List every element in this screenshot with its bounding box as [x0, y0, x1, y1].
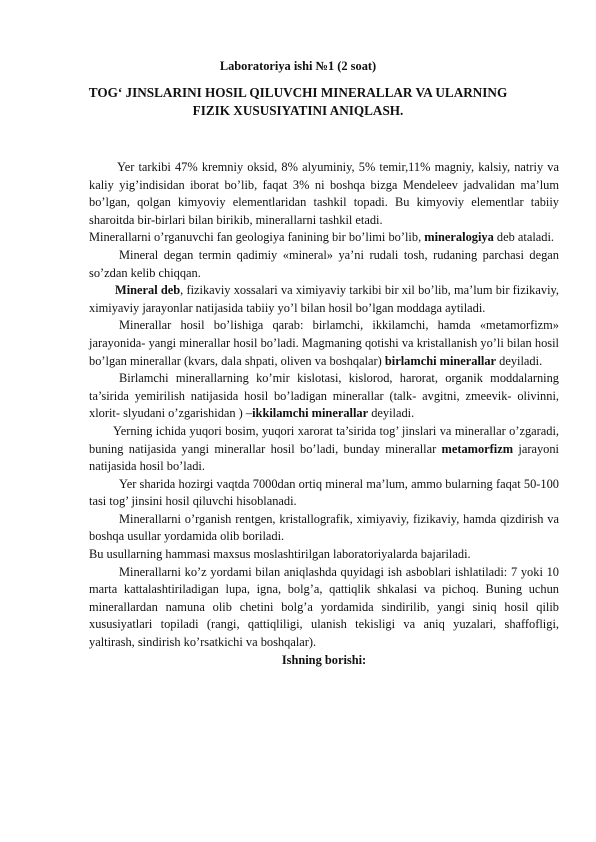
paragraph-laboratories: Bu usullarning hammasi maxsus moslashtirilgan laboratoriyalarda bajariladi. [89, 547, 471, 562]
topic-title-line-2: FIZIK XUSUSIYATINI ANIQLASH. [192, 103, 404, 118]
work-procedure-heading-text: Ishning borishi: [281, 652, 367, 667]
paragraph-mineral-count: Yer sharida hozirgi vaqtda 7000dan ortiq mineral ma’lum, ammo bularning faqat 50-100 tasi tog’ jinsini hosil qiluvchi hisoblanadi. [89, 476, 559, 509]
paragraph-mineral-definition-text: , fizikaviy xossalari va ximiyaviy tarkibi bir xil bo’lib, ma’lum bir fizikaviy, ximiyaviy jarayonlar natijasida tabiiy yo’l bilan hosil bo’lgan moddaga aytiladi. [89, 283, 560, 315]
paragraph-mineralogy-text: Minerallarni o’rganuvchi fan geologiya fanining bir bo’limi bo’lib, [89, 230, 425, 245]
paragraph-tools: Minerallarni ko’z yordami bilan aniqlashda quyidagi ish asboblari ishlatiladi: 7 yoki 10 marta kattalashtiriladigan lupa, igna, bolg’a, qattiqlik shkalasi va pichoq. Buning uchun minerallardan namuna olib chetini bolg’a yordamida sindirilib, yangi siniq hosil qilib xususiyatlari topiladi (rangi, qattiqliligi, ulanish tekisligi va aniq yuzalari, shaffofligi, yaltirash, sindirish ko’rsatkichi va boshqalar). [89, 564, 559, 650]
term-mineralogiya: mineralogiya [424, 230, 494, 245]
term-mineral-deb: Mineral deb [115, 283, 181, 298]
paragraph-secondary-minerals-end: deyiladi. [368, 406, 415, 421]
paragraph-earth-composition: Yer tarkibi 47% kremniy oksid, 8% alyuminiy, 5% temir,11% magniy, kalsiy, natriy va kaliy yig’indisidan iborat bo’lib, faqat 3% ni boshqa bizga Mendeleev jadvalidan ma’lum bo’lgan, qolgan kimyoviy elementlaridan tashkil topadi. Bu kimyoviy elementlar tabiiy sharoitda bir-birlari bilan birikib, minerallarni tashkil etadi. [89, 160, 559, 227]
paragraph-secondary-minerals [89, 370, 559, 423]
term-metamorfizm: metamorfizm [441, 441, 514, 456]
term-birlamchi-minerallar: birlamchi minerallar [384, 353, 497, 368]
work-procedure-heading [89, 652, 559, 670]
document-body [89, 159, 559, 669]
lab-title: Laboratoriya ishi №1 (2 soat) [219, 59, 377, 73]
paragraph-primary-minerals-text: Minerallar hosil bo’lishiga qarab: birlamchi, ikkilamchi, hamda «metamorfizm» jarayonida- yangi minerallar hosil bo’ladi. Magmaning qotishi va kristallanish yo’li bilan hosil bo’lgan minerallar (kvars, dala shpati, oliven va boshqalar) [89, 318, 559, 368]
paragraph-mineralogy [89, 229, 559, 247]
paragraph-primary-minerals-end: deyiladi. [496, 353, 543, 368]
paragraph-primary-minerals [89, 317, 559, 370]
paragraph-metamorphism [89, 423, 559, 476]
paragraph-metamorphism-text: Yerning ichida yuqori bosim, yuqori xarorat ta’sirida tog’ jinslari va minerallar o’zgaradi, buning natijasida yangi minerallar hosil bo’ladi, bunday minerallar [89, 423, 559, 456]
paragraph-secondary-minerals-text: Birlamchi minerallarning ko’mir kislotasi, kislorod, harorat, organik moddalarning ta’sirida yemirilish natijasida hosil bo’ladigan minerallar (talk- avgitni, zmeevik- olivinni, xlorit- slyudani o’zgarishidan ) – [89, 371, 559, 421]
topic-title-line-1: TOG‘ JINSLARINI HOSIL QILUVCHI MINERALLAR VA ULARNING [88, 85, 508, 100]
paragraph-metamorphism-end: jarayoni natijasida hosil bo’ladi. [89, 441, 559, 474]
term-ikkilamchi-minerallar: ikkilamchi minerallar [252, 406, 369, 421]
paragraph-mineralogy-end: deb ataladi. [493, 230, 555, 245]
paragraph-study-methods: Minerallarni o’rganish rentgen, kristallografik, ximiyaviy, fizikaviy, hamda qizdirish va boshqa usullar yordamida olib boriladi. [89, 511, 559, 544]
paragraph-mineral-term: Mineral degan termin qadimiy «mineral» ya’ni rudali tosh, rudaning parchasi degan so’zdan kelib chiqqan. [89, 247, 559, 280]
paragraph-mineral-definition [89, 282, 559, 317]
